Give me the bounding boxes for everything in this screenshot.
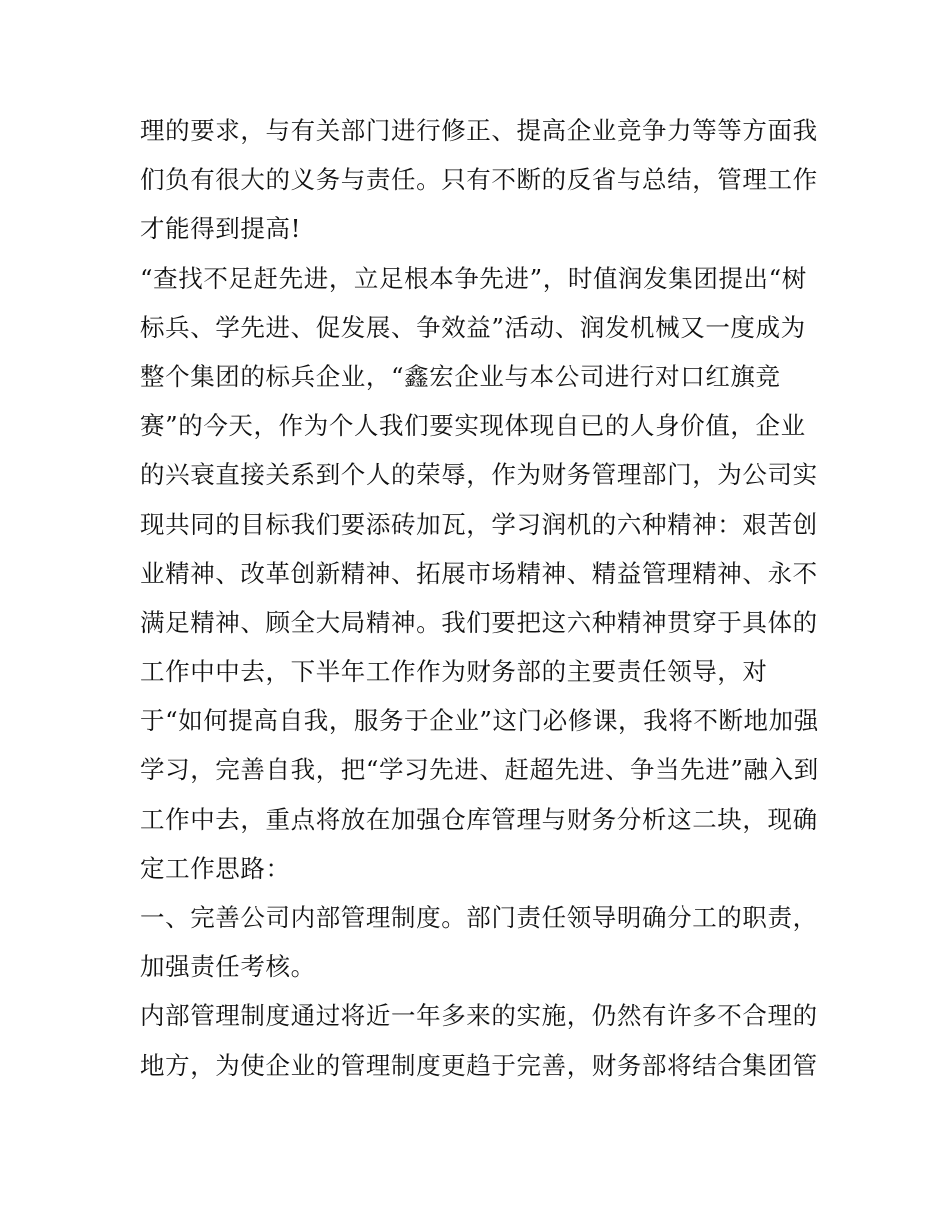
text-line: 内部管理制度通过将近一年多来的实施，仍然有许多不合理的 <box>140 1001 818 1031</box>
section-heading-line: 加强责任考核。 <box>140 952 316 982</box>
document-body <box>140 106 820 1090</box>
text-line: 满足精神、顾全大局精神。我们要把这六种精神贯穿于具体的 <box>140 607 818 637</box>
text-line: 学习，完善自我，把“学习先进、赶超先进、争当先进”融入到 <box>140 755 819 785</box>
text-line: 工作中去，重点将放在加强仓库管理与财务分析这二块，现确 <box>140 804 818 834</box>
text-line: 工作中中去，下半年工作作为财务部的主要责任领导，对 <box>140 657 768 687</box>
section-heading-line: 一、完善公司内部管理制度。部门责任领导明确分工的职责， <box>140 903 818 932</box>
text-line: 于“如何提高自我，服务于企业”这门必修课，我将不断地加强 <box>140 706 819 736</box>
text-line: 理的要求，与有关部门进行修正、提高企业竞争力等等方面我 <box>140 116 818 145</box>
text-line: 整个集团的标兵企业，“鑫宏企业与本公司进行对口红旗竞 <box>140 361 781 391</box>
text-line: 业精神、改革创新精神、拓展市场精神、精益管理精神、永不 <box>140 558 818 588</box>
text-line: 现共同的目标我们要添砖加瓦，学习润机的六种精神：艰苦创 <box>140 509 818 539</box>
text-line: 地方，为使企业的管理制度更趋于完善，财务部将结合集团管 <box>140 1050 818 1080</box>
text-line: 标兵、学先进、促发展、争效益”活动、润发机械又一度成为 <box>140 312 806 342</box>
text-line: 定工作思路： <box>140 853 291 883</box>
text-line: 的兴衰直接关系到个人的荣辱，作为财务管理部门，为公司实 <box>140 460 818 490</box>
text-line: “查找不足赶先进，立足根本争先进”，时值润发集团提出“树 <box>140 263 807 293</box>
text-line: 赛”的今天，作为个人我们要实现体现自已的人身价值，企业 <box>140 411 806 441</box>
text-line: 才能得到提高! <box>140 214 302 244</box>
text-line: 们负有很大的义务与责任。只有不断的反省与总结，管理工作 <box>140 165 818 195</box>
